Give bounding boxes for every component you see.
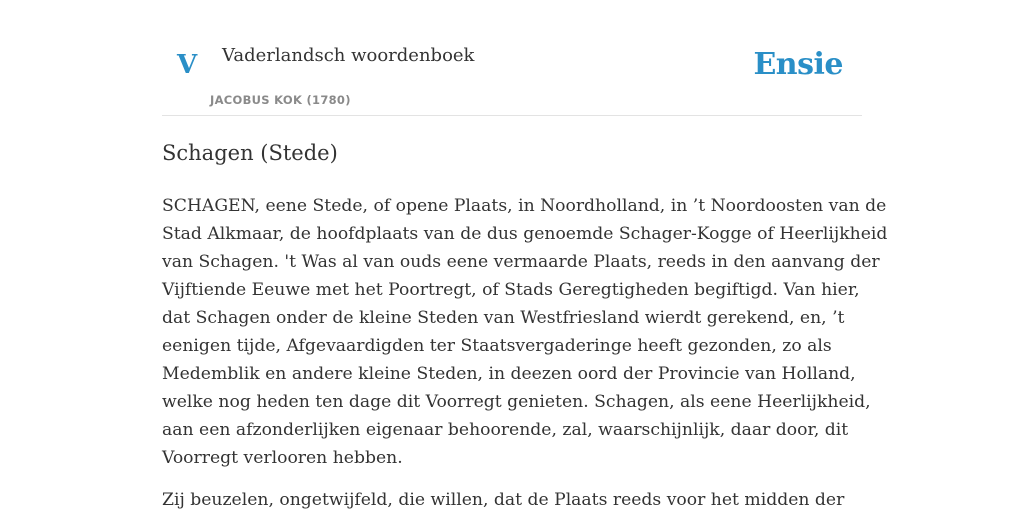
text-line: Voorregt verlooren hebben.: [162, 448, 403, 468]
book-title[interactable]: Vaderlandsch woordenboek: [222, 45, 475, 66]
book-logo-icon[interactable]: V: [177, 50, 198, 80]
book-author: JACOBUS KOK (1780): [210, 93, 351, 107]
text-line: aan een afzonderlijken eigenaar behoorende, zal, waarschijnlijk, daar door, dit: [162, 420, 849, 440]
page: [162, 0, 888, 510]
text-line: Medemblik en andere kleine Steden, in deezen oord der Provincie van Holland,: [162, 364, 856, 384]
text-line: van Schagen. 't Was al van ouds eene vermaarde Plaats, reeds in den aanvang der: [162, 252, 880, 272]
paragraph-1: [162, 192, 888, 472]
text-line: Stad Alkmaar, de hoofdplaats van de dus genoemde Schager-Kogge of Heerlijkheid: [162, 224, 888, 244]
paragraph-2: [162, 486, 862, 514]
text-line: SCHAGEN, eene Stede, of opene Plaats, in Noordholland, in ’t Noordoosten van de: [162, 196, 887, 216]
text-line: eenigen tijde, Afgevaardigden ter Staatsvergaderinge heeft gezonden, zo als: [162, 336, 832, 356]
entry-title: Schagen (Stede): [162, 141, 338, 165]
text-line: Vijftiende Eeuwe met het Poortregt, of Stads Geregtigheden begiftigd. Van hier,: [162, 280, 860, 300]
text-line: welke nog heden ten dage dit Voorregt genieten. Schagen, als eene Heerlijkheid,: [162, 392, 871, 412]
text-line: dat Schagen onder de kleine Steden van Westfriesland wierdt gerekend, en, ’t: [162, 308, 845, 328]
header: [162, 0, 862, 116]
entry-body: [162, 192, 888, 528]
ensie-logo[interactable]: Ensie: [753, 47, 843, 82]
text-line: Zij beuzelen, ongetwijfeld, die willen, dat de Plaats reeds voor het midden der: [162, 490, 845, 510]
